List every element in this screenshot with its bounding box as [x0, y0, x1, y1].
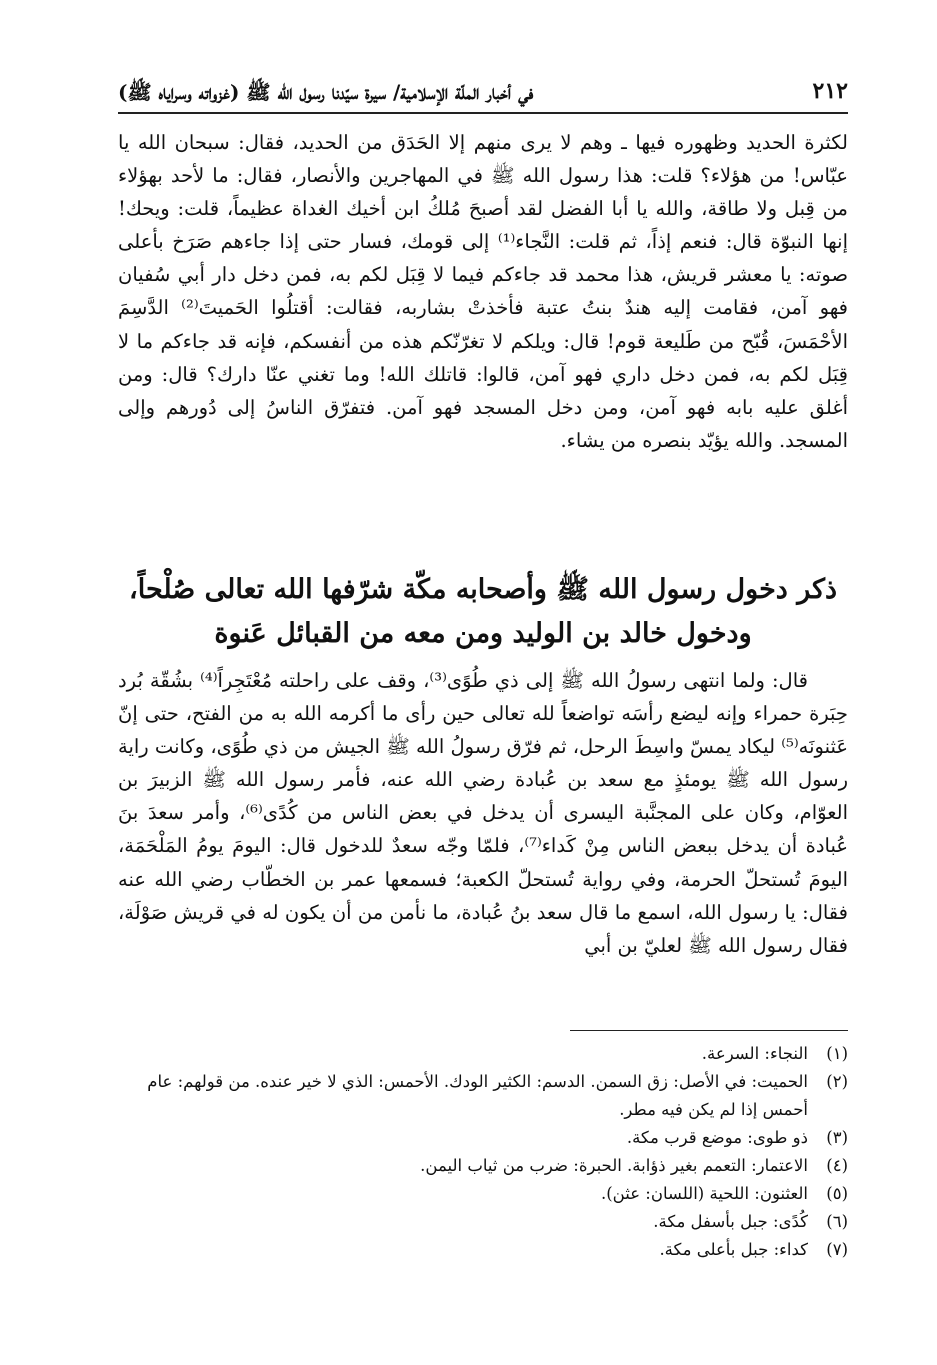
page-number: ٢١٢ — [812, 78, 848, 104]
footnote-divider — [570, 1030, 848, 1031]
footnote — [118, 1236, 848, 1264]
footnote — [118, 1152, 848, 1180]
footnote-text: ذو طوى: موضع قرب مكة. — [626, 1128, 808, 1147]
footnote-text: كداء: جبل بأعلى مكة. — [659, 1240, 808, 1259]
section-heading-line-2: ودخول خالد بن الوليد ومن معه من القبائل عَنوة — [214, 618, 752, 649]
running-title: في أخبار الملّة الإسلامية/ سيرة سيّدنا رسول الله ﷺ (غزواته وسراياه ﷺ) — [118, 80, 534, 104]
footnote-text: النجاء: السرعة. — [701, 1044, 808, 1063]
header-divider — [118, 112, 848, 114]
footnote-number: (٥) — [826, 1184, 848, 1203]
footnotes — [118, 1040, 848, 1264]
section-text — [118, 664, 848, 962]
footnote-text: العثنون: اللحية (اللسان: عثن). — [600, 1184, 808, 1203]
body-paragraph: قال: ولما انتهى رسولُ الله ﷺ إلى ذي طُوًى⁽³⁾، وقف على راحلته مُعْتَجِراً⁽⁴⁾ بشُقّة بُرد حِبَرة حمراء وإنه ليضع رأسَه تواضعاً لله تعالى حين رأى ما أكرمه الله به من الفتح، حتى إنّ عَثنونَه⁽⁵⁾ ليكاد يمسّ واسِطَ الرحل، ثم فرّق رسولُ الله ﷺ الجيش من ذي طُوًى، وكانت راية رسول الله ﷺ يومئذٍ مع سعد بن عُبادة رضي الله عنه، فأمر رسول الله ﷺ الزبيرَ بن العوّام، وكان على المجنَّبة اليسرى أن يدخل في بعض الناس من كُدًى⁽⁶⁾، وأمر سعدَ بنَ عُبادة أن يدخل ببعض الناس مِنْ كَداء⁽⁷⁾، فلمّا وجّه سعدٌ للدخول قال: اليومَ يومُ المَلْحَمَة، اليومَ تُستحلّ الحرمة، وفي رواية تُستحلّ الكعبة؛ فسمعها عمر بن الخطّاب رضي الله عنه فقال: يا رسول الله، اسمع ما قال سعد بنُ عُبادة، ما نأمن من أن يكون له في قريش صَوْلَة، فقال رسول الله ﷺ لعليّ بن أبي — [118, 669, 848, 957]
footnote — [118, 1208, 848, 1236]
footnote-text: الاعتمار: التعمم بغير ذؤابة. الحبرة: ضرب من ثياب اليمن. — [420, 1156, 808, 1175]
footnote-number: (٤) — [826, 1156, 848, 1175]
page-header — [118, 74, 848, 114]
footnote — [118, 1124, 848, 1152]
main-text — [118, 126, 848, 457]
footnote-text: كُدًى: جبل بأسفل مكة. — [653, 1212, 808, 1231]
footnote-number: (١) — [826, 1044, 848, 1063]
body-paragraph: لكثرة الحديد وظهوره فيها ـ وهم لا يرى منهم إلا الحَدَق من الحديد، فقال: سبحان الله يا عبّاس! من هؤلاء؟ قلت: هذا رسول الله ﷺ في المهاجرين والأنصار، فقال: ما لأحد بهؤلاء من قِبل ولا طاقة، والله يا أبا الفضل لقد أصبحَ مُلكُ ابن أخيك الغداة عظيماً، قلت: ويحك! إنها النبوّة قال: فنعم إذاً، ثم قلت: النَّجاء⁽¹⁾ إلى قومك، فسار حتى إذا جاءهم صَرَخ بأعلى صوته: يا معشر قريش، هذا محمد قد جاءكم فيما لا قِبَل لكم به، فمن دخل دار أبي سُفيان فهو آمن، فقامت إليه هندٌ بنتُ عتبة فأخذتْ بشاربه، فقالت: أقتلُوا الحَميتَ⁽²⁾ الدَّسِمَ الأحْمَسَ، قُبّح من طَليعة قوم! قال: ويلكم لا تغرّنّكم هذه من أنفسكم، فإنه قد جاءكم ما لا قِبَل لكم به، فمن دخل داري فهو آمن، قالوا: قاتلك الله! وما تغني عنّا دارك؟ قال: ومن أغلق عليه بابه فهو آمن، ومن دخل المسجد فهو آمن. فتفرّق الناسُ إلى دُورهم وإلى المسجد. والله يؤيّد بنصره من يشاء. — [118, 131, 848, 452]
footnote — [118, 1180, 848, 1208]
section-heading — [118, 568, 848, 656]
section-heading-line-1: ذكر دخول رسول الله ﷺ وأصحابه مكّة شرّفها الله تعالى صُلْحاً، — [129, 574, 837, 605]
footnote-number: (٢) — [826, 1072, 848, 1091]
footnote-number: (٧) — [826, 1240, 848, 1259]
footnote-text: الحميت: في الأصل: زق السمن. الدسم: الكثير الودك. الأحمس: الذي لا خير عنده. من قولهم: عام أحمس إذا لم يكن فيه مطر. — [147, 1072, 808, 1119]
footnote-number: (٣) — [826, 1128, 848, 1147]
footnote — [118, 1040, 848, 1068]
footnote — [118, 1068, 848, 1124]
footnote-number: (٦) — [826, 1212, 848, 1231]
